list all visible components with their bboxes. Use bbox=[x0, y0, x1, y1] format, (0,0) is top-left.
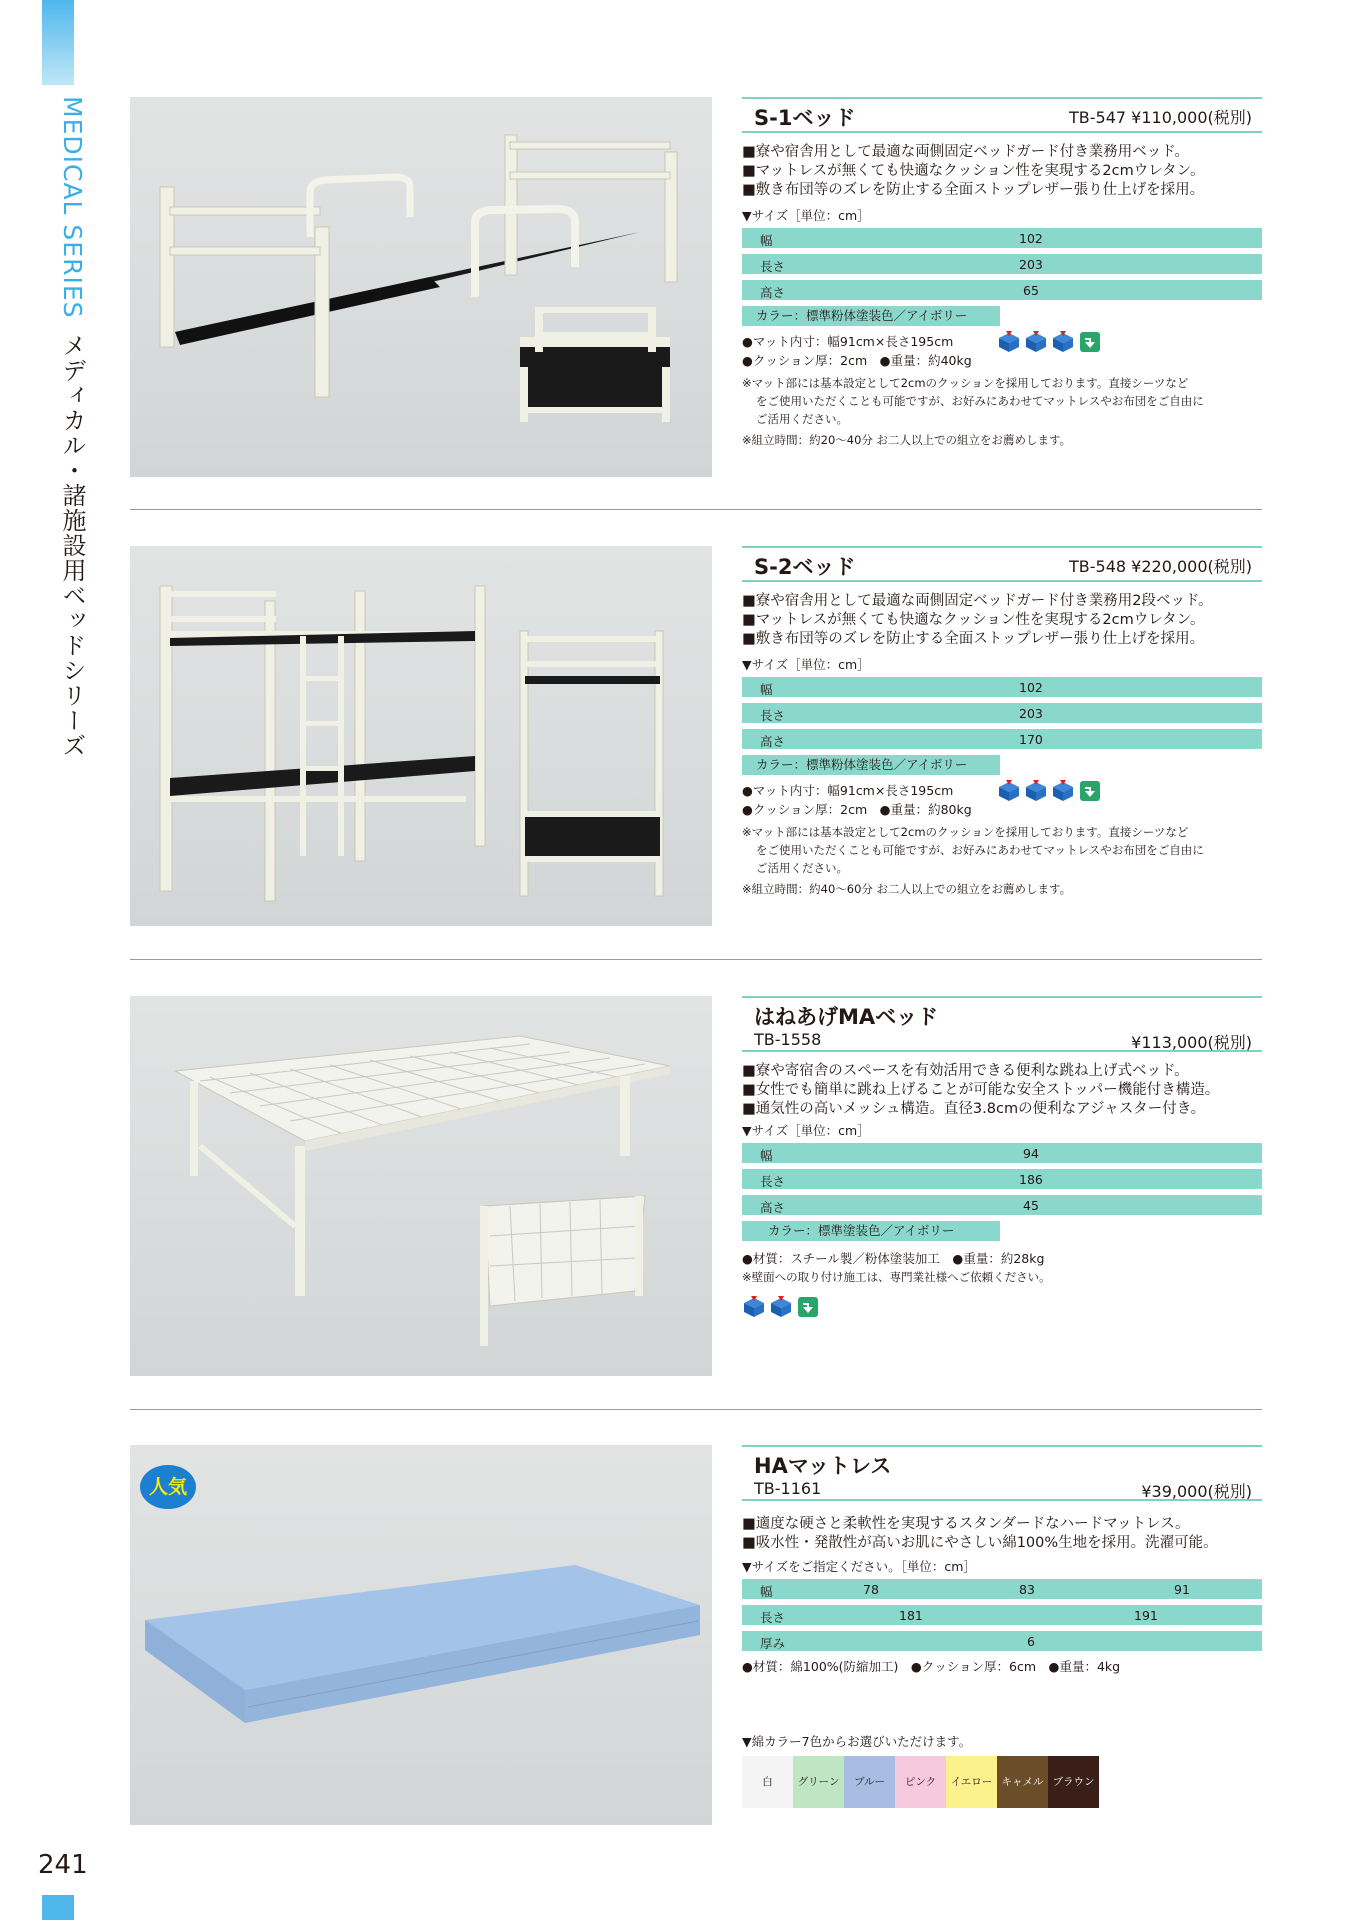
size-row: 長さ 186 bbox=[742, 1169, 1262, 1189]
feature-list: ■寮や宿舎用として最適な両側固定ベッドガード付き業務用ベッド。 ■マットレスが無くても快適なクッション性を実現する2cmウレタン。 ■敷き布団等のズレを防止する全面ストップレザー張り仕上げを採用。 bbox=[742, 144, 1205, 198]
product-title-bar bbox=[742, 546, 1262, 582]
product-title-bar bbox=[742, 97, 1262, 133]
cube-icon bbox=[1024, 779, 1048, 803]
product-s1 bbox=[130, 97, 1262, 477]
size-row: 高さ 45 bbox=[742, 1195, 1262, 1215]
spec-list: ●材質：スチール製／粉体塗装加工 ●重量：約28kg ※壁面への取り付け施工は、専門業社様へご依頼ください。 bbox=[742, 1251, 1051, 1284]
color-swatch: グリーン bbox=[793, 1756, 844, 1808]
product-photo bbox=[130, 1445, 712, 1825]
product-code: TB-1558 bbox=[754, 1030, 822, 1049]
color-bar: カラー：標準粉体塗装色／アイボリー bbox=[742, 755, 1000, 775]
size-row: 幅 78 83 91 bbox=[742, 1579, 1262, 1599]
spec-list: ●マット内寸：幅91cm×長さ195cm ●クッション厚：2cm ●重量：約80kg bbox=[742, 781, 1262, 819]
product-photo bbox=[130, 996, 712, 1376]
product-title-bar bbox=[742, 996, 1262, 1052]
product-price: ¥39,000(税別) bbox=[1141, 1482, 1252, 1501]
color-swatch: 白 bbox=[742, 1756, 793, 1808]
size-caption: ▼サイズ［単位：cm］ bbox=[742, 657, 870, 672]
cube-icon bbox=[1051, 330, 1075, 354]
feature-list: ■寮や寄宿舎のスペースを有効活用できる便利な跳ね上げ式ベッド。 ■女性でも簡単に跳ね上げることが可能な安全ストッパー機能付き構造。 ■通気性の高いメッシュ構造。直径3.8cmの便利なアジャスター付き。 bbox=[742, 1063, 1220, 1117]
size-row: 長さ 203 bbox=[742, 254, 1262, 274]
cube-icon bbox=[1024, 330, 1048, 354]
cube-icon bbox=[769, 1295, 793, 1319]
size-caption: ▼サイズ［単位：cm］ bbox=[742, 1123, 870, 1138]
feature-icons bbox=[997, 330, 1102, 354]
feature-icons bbox=[997, 779, 1102, 803]
color-swatch: キャメル bbox=[997, 1756, 1048, 1808]
size-caption: ▼サイズをご指定ください。［単位：cm］ bbox=[742, 1559, 976, 1574]
page-number: 241 bbox=[38, 1850, 88, 1880]
cube-icon bbox=[1051, 779, 1075, 803]
spec-list: ●材質：綿100%(防縮加工) ●クッション厚：6cm ●重量：4kg bbox=[742, 1659, 1121, 1674]
product-code: TB-1161 bbox=[754, 1479, 822, 1498]
assembly-icon bbox=[1078, 779, 1102, 803]
spec-list: ●マット内寸：幅91cm×長さ195cm ●クッション厚：2cm ●重量：約40kg bbox=[742, 332, 1262, 370]
color-caption: ▼綿カラー7色からお選びいただけます。 bbox=[742, 1734, 972, 1749]
side-color-band bbox=[42, 0, 74, 85]
product-price: ¥113,000(税別) bbox=[1131, 1033, 1252, 1052]
popular-badge: 人気 bbox=[140, 1465, 196, 1509]
feature-list: ■適度な硬さと柔軟性を実現するスタンダードなハードマットレス。 ■吸水性・発散性が高いお肌にやさしい綿100%生地を採用。洗濯可能。 bbox=[742, 1516, 1218, 1551]
size-table bbox=[742, 1143, 1262, 1215]
color-swatch: ピンク bbox=[895, 1756, 946, 1808]
size-row: 高さ 65 bbox=[742, 280, 1262, 300]
size-table bbox=[742, 677, 1262, 749]
product-code-price: TB-547 ¥110,000(税別) bbox=[1069, 108, 1252, 127]
size-row: 幅 102 bbox=[742, 677, 1262, 697]
color-swatches bbox=[742, 1756, 1262, 1808]
product-name: HAマットレス bbox=[754, 1454, 892, 1478]
notes: ※マット部には基本設定として2cmのクッションを採用しております。直接シーツなど をご使用いただくことも可能ですが、お好みにあわせてマットレスやお布団をご自由に ご活用ください。 ※組立時間：約40〜60分 お二人以上での組立をお薦めします。 bbox=[742, 825, 1204, 896]
section-divider bbox=[130, 1409, 1262, 1410]
product-haneage-ma bbox=[130, 996, 1262, 1376]
section-divider bbox=[130, 959, 1262, 960]
size-table bbox=[742, 1579, 1262, 1651]
product-photo bbox=[130, 97, 712, 477]
product-title-bar bbox=[742, 1445, 1262, 1501]
category-label: メディカル・諸施設用ベッドシリーズ bbox=[58, 332, 86, 758]
product-s2 bbox=[130, 546, 1262, 926]
size-table bbox=[742, 228, 1262, 300]
size-row: 幅 102 bbox=[742, 228, 1262, 248]
size-row: 高さ 170 bbox=[742, 729, 1262, 749]
section-divider bbox=[130, 509, 1262, 510]
size-caption: ▼サイズ［単位：cm］ bbox=[742, 208, 870, 223]
product-name: はねあげMAベッド bbox=[754, 1005, 939, 1029]
size-row: 長さ 203 bbox=[742, 703, 1262, 723]
product-code-price: TB-548 ¥220,000(税別) bbox=[1069, 557, 1252, 576]
notes: ※マット部には基本設定として2cmのクッションを採用しております。直接シーツなど をご使用いただくことも可能ですが、お好みにあわせてマットレスやお布団をご自由に ご活用ください。 ※組立時間：約20〜40分 お二人以上での組立をお薦めします。 bbox=[742, 376, 1204, 447]
product-ha-mattress bbox=[130, 1445, 1262, 1825]
color-bar: カラー：標準塗装色／アイボリー bbox=[742, 1221, 1000, 1241]
feature-list: ■寮や宿舎用として最適な両側固定ベッドガード付き業務用2段ベッド。 ■マットレスが無くても快適なクッション性を実現する2cmウレタン。 ■敷き布団等のズレを防止する全面ストップレザー張り仕上げを採用。 bbox=[742, 593, 1213, 647]
product-name: S-1ベッド bbox=[754, 106, 856, 130]
assembly-icon bbox=[1078, 330, 1102, 354]
product-info bbox=[742, 1445, 1262, 1808]
size-row: 厚み 6 bbox=[742, 1631, 1262, 1651]
product-name: S-2ベッド bbox=[754, 555, 856, 579]
cube-icon bbox=[997, 779, 1021, 803]
feature-icons bbox=[742, 1295, 820, 1319]
product-info bbox=[742, 996, 1262, 1319]
cube-icon bbox=[997, 330, 1021, 354]
series-label: MEDICAL SERIESメディカル・諸施設用ベッドシリーズ bbox=[58, 96, 87, 758]
size-row: 長さ 181 191 bbox=[742, 1605, 1262, 1625]
product-photo bbox=[130, 546, 712, 926]
cube-icon bbox=[742, 1295, 766, 1319]
side-color-band-bottom bbox=[42, 1895, 74, 1920]
product-info bbox=[742, 546, 1262, 898]
size-row: 幅 94 bbox=[742, 1143, 1262, 1163]
color-swatch: ブルー bbox=[844, 1756, 895, 1808]
assembly-icon bbox=[796, 1295, 820, 1319]
color-swatch: イエロー bbox=[946, 1756, 997, 1808]
color-swatch: ブラウン bbox=[1048, 1756, 1099, 1808]
color-bar: カラー：標準粉体塗装色／アイボリー bbox=[742, 306, 1000, 326]
product-info bbox=[742, 97, 1262, 449]
